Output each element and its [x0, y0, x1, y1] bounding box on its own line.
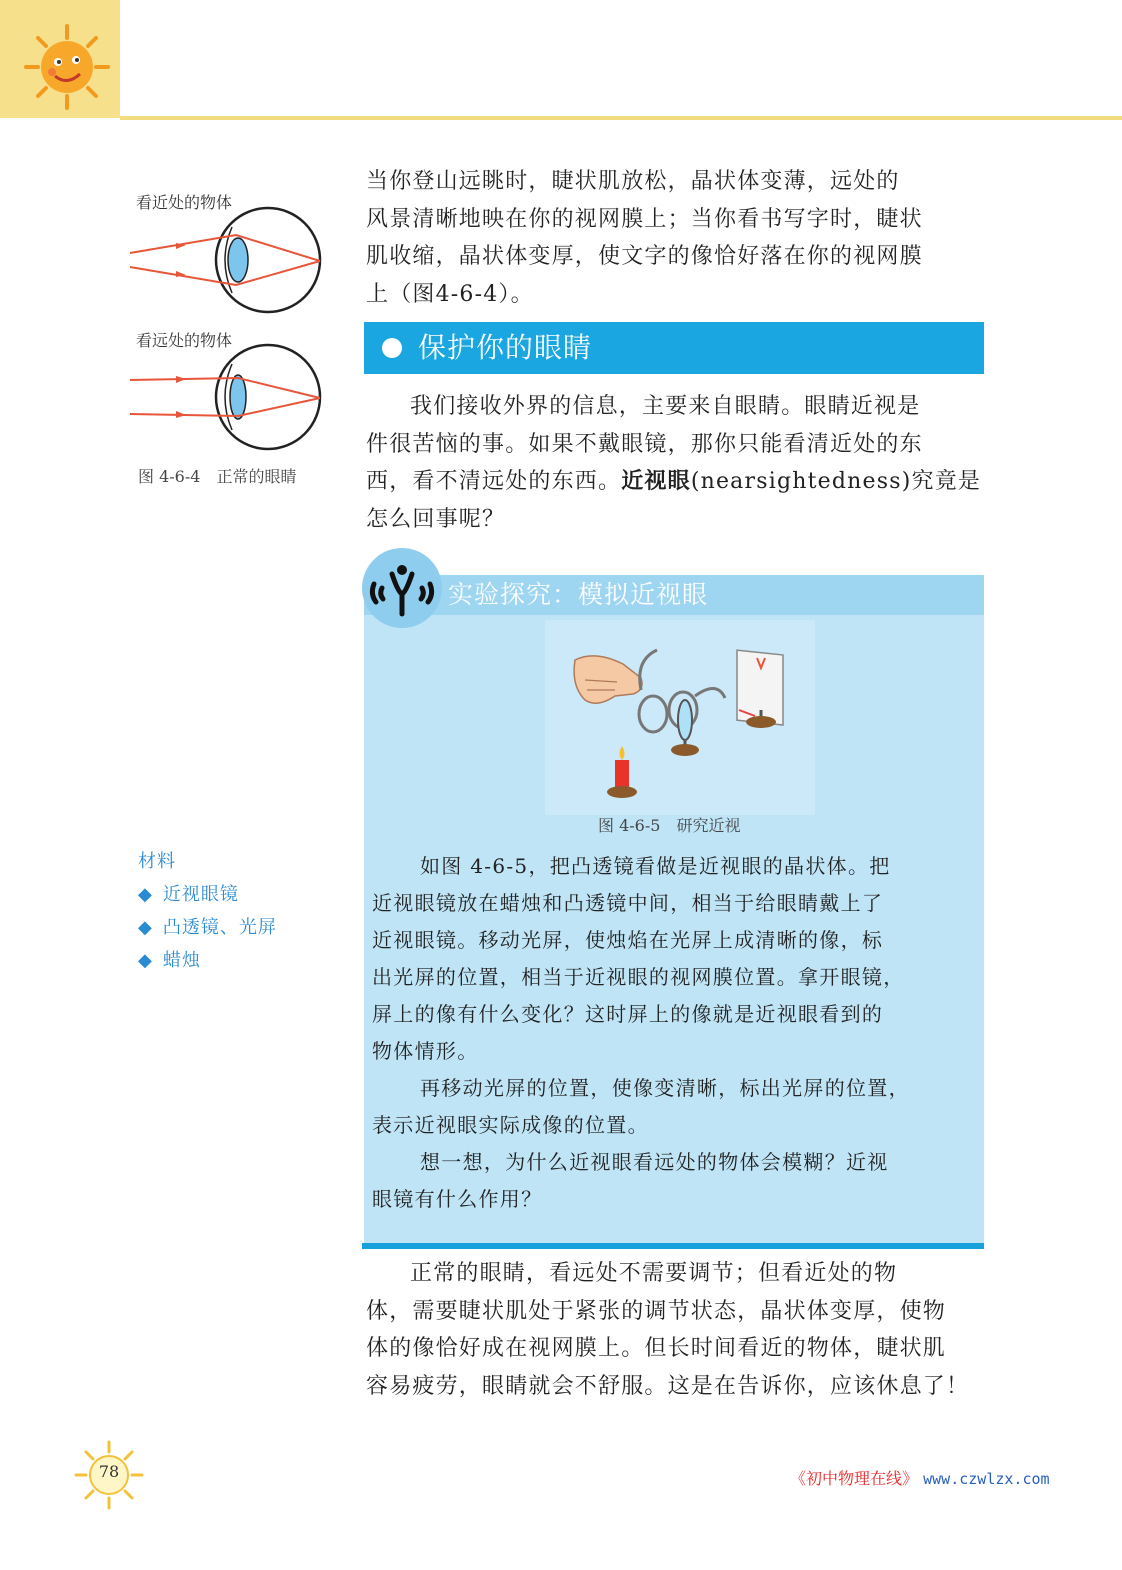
experiment-line: 如图 4-6-5，把凸透镜看做是近视眼的晶状体。把 [420, 854, 891, 878]
paragraph-text: (nearsightedness)究竟是 [690, 469, 982, 494]
sun-mascot-icon [22, 22, 112, 112]
body-paragraph-3 [366, 1255, 986, 1405]
intro-line: 肌收缩，晶状体变厚，使文字的像恰好落在你的视网膜 [366, 244, 923, 269]
materials-item-label: 凸透镜、光屏 [162, 917, 277, 938]
intro-line: 当你登山远眺时，睫状肌放松，晶状体变薄，远处的 [366, 169, 900, 194]
intro-paragraph [366, 163, 986, 313]
experiment-line: 再移动光屏的位置，使像变清晰，标出光屏的位置， [420, 1076, 910, 1100]
paragraph-line [366, 463, 986, 501]
figure-label-near: 看近处的物体 [136, 193, 233, 212]
eye-far-diagram [126, 342, 326, 452]
experiment-line: 表示近视眼实际成像的位置。 [372, 1113, 649, 1137]
paragraph-text: 西，看不清远处的东西。 [366, 469, 622, 494]
paragraph-line: 件很苦恼的事。如果不戴眼镜，那你只能看清近处的东 [366, 431, 923, 457]
eye-near-diagram [126, 205, 326, 315]
paragraph-line: 正常的眼睛，看远处不需要调节；但看近处的物 [410, 1261, 898, 1286]
materials-item [138, 944, 277, 977]
experiment-line: 屏上的像有什么变化？这时屏上的像就是近视眼看到的 [372, 1002, 884, 1026]
experiment-badge [362, 548, 442, 628]
experiment-line: 眼镜有什么作用？ [372, 1187, 543, 1211]
section-bullet-icon [382, 338, 402, 358]
paragraph-line: 我们接收外界的信息，主要来自眼睛。眼睛近视是 [410, 394, 921, 419]
experiment-line: 出光屏的位置，相当于近视眼的视网膜位置。拿开眼镜， [372, 965, 905, 989]
footer-credit [790, 1466, 1050, 1489]
experiment-line: 近视眼镜放在蜡烛和凸透镜中间，相当于给眼睛戴上了 [372, 891, 884, 915]
experiment-line: 物体情形。 [372, 1039, 479, 1063]
materials-item [138, 911, 277, 944]
experiment-text [372, 848, 964, 1218]
experiment-flask-icon [362, 548, 442, 628]
footer-credit-text: 《初中物理在线》 [790, 1469, 919, 1488]
page-number: 78 [98, 1462, 120, 1481]
experiment-title: 实验探究：模拟近视眼 [448, 580, 709, 609]
footer-url[interactable]: www.czwlzx.com [923, 1470, 1050, 1488]
materials-item-label: 近视眼镜 [162, 884, 239, 905]
materials-list [138, 845, 277, 977]
figure-caption-4-6-4: 图 4-6-4 正常的眼睛 [138, 467, 297, 486]
paragraph-line: 体的像恰好成在视网膜上。但长时间看近的物体，睫状肌 [366, 1336, 947, 1361]
intro-line: 上（图4-6-4）。 [366, 281, 534, 307]
experiment-bottom-rule [362, 1243, 984, 1249]
paragraph-line: 容易疲劳，眼睛就会不舒服。这是在告诉你，应该休息了！ [366, 1373, 970, 1399]
experiment-line: 想一想，为什么近视眼看远处的物体会模糊？近视 [420, 1150, 889, 1174]
paragraph-line: 体，需要睫状肌处于紧张的调节状态，晶状体变厚，使物 [366, 1298, 947, 1324]
experiment-line: 近视眼镜。移动光屏，使烛焰在光屏上成清晰的像，标 [372, 928, 884, 952]
materials-item [138, 878, 277, 911]
experiment-illustration [545, 620, 815, 815]
section-title: 保护你的眼睛 [418, 331, 593, 364]
body-paragraph-2 [366, 388, 986, 538]
header-rule [120, 116, 1122, 120]
key-term: 近视眼 [621, 469, 691, 494]
materials-item-label: 蜡烛 [162, 950, 201, 971]
paragraph-line: 怎么回事呢？ [366, 506, 506, 532]
figure-label-far: 看远处的物体 [136, 331, 233, 350]
materials-heading: 材料 [138, 851, 176, 872]
intro-line: 风景清晰地映在你的视网膜上；当你看书写字时，睫状 [366, 206, 923, 232]
figure-caption-4-6-5: 图 4-6-5 研究近视 [598, 816, 741, 835]
